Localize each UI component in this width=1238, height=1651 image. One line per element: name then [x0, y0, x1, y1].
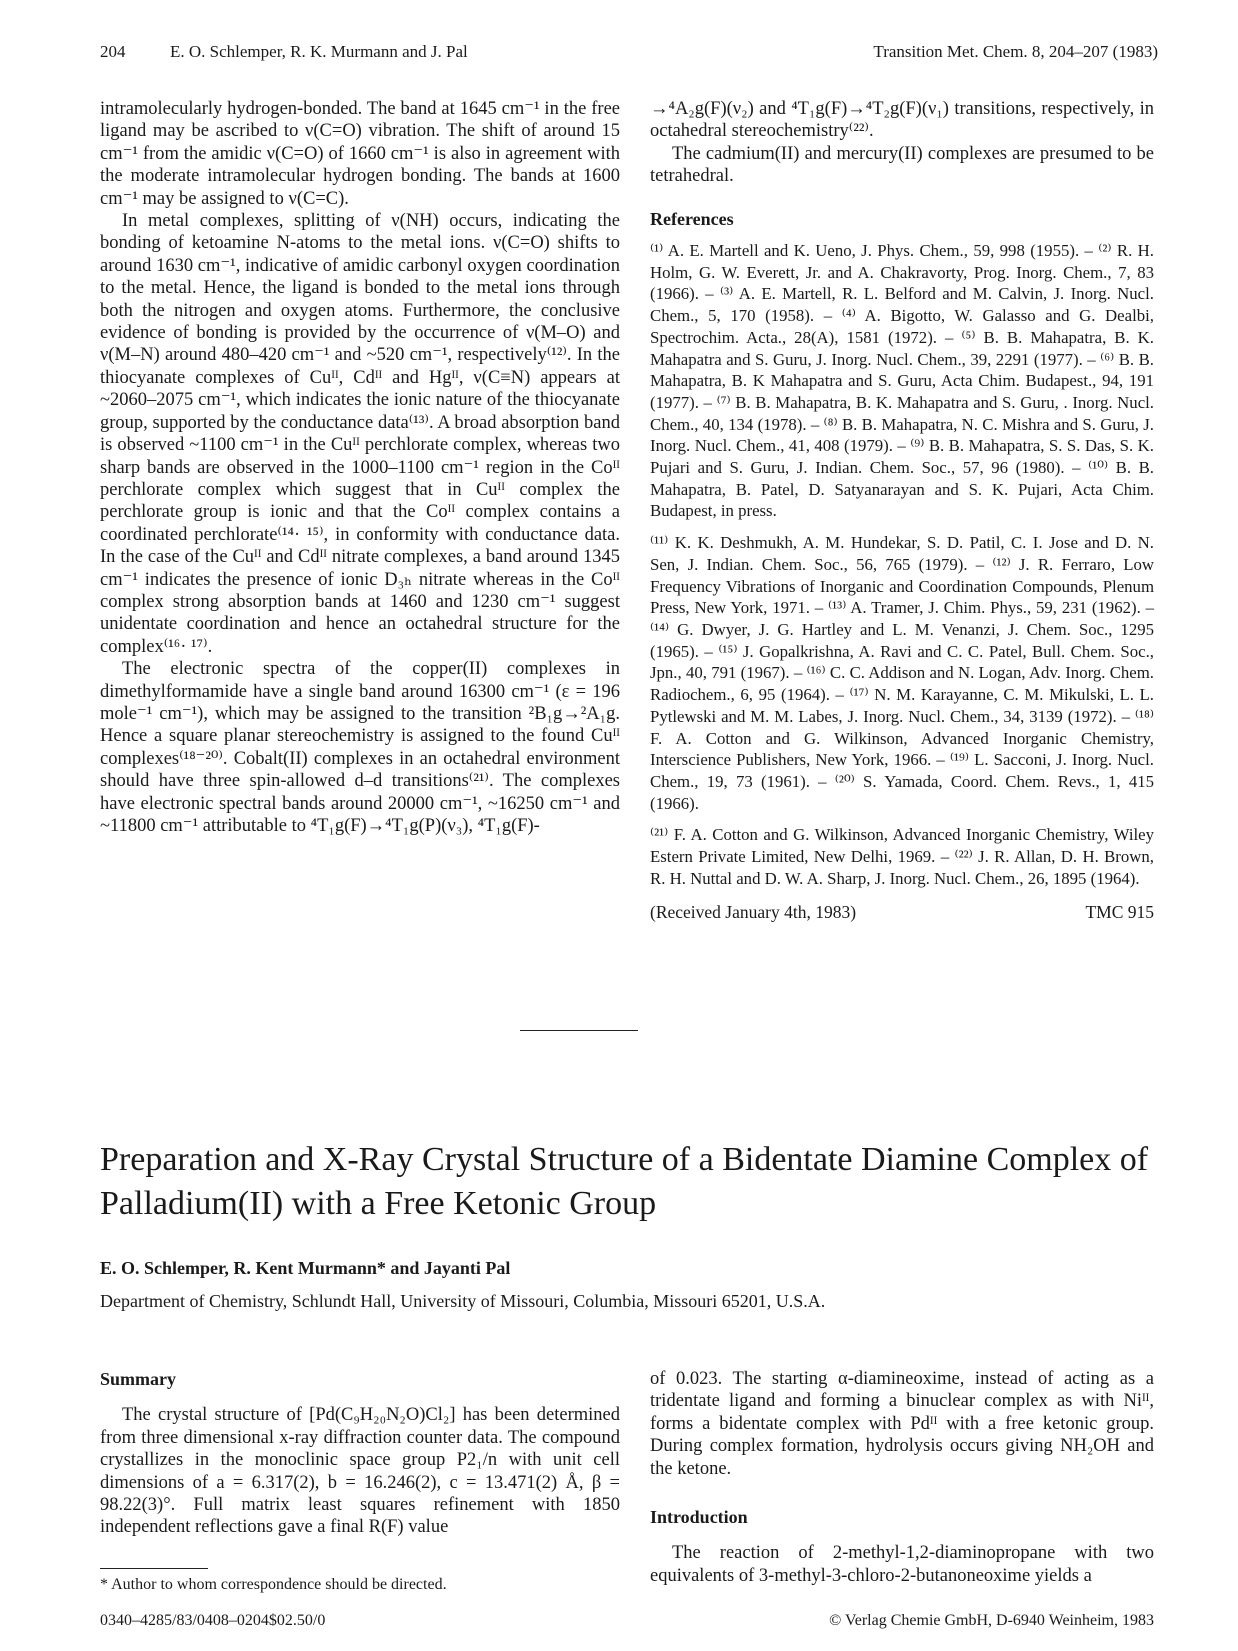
references-list	[650, 240, 1154, 889]
summary-right-column	[650, 1368, 1154, 1587]
journal-citation: Transition Met. Chem. 8, 204–207 (1983)	[873, 42, 1158, 61]
issn-code: 0340–4285/83/0408–0204$02.50/0	[100, 1612, 326, 1629]
body-paragraph: intramolecularly hydrogen-bonded. The band at 1645 cm⁻¹ in the free ligand may be ascribed to ν(C=O) vibration. The shift of around 15 cm⁻¹ from the amidic ν(C=O) of 1660 cm⁻¹ is also in agreement with the moderate intramolecular hydrogen bonding. The bands at 1600 cm⁻¹ may be assigned to ν(C=C).	[100, 99, 620, 209]
article-title: Preparation and X-Ray Crystal Structure of a Bidentate Diamine Complex of Palladium(II) with a Free Ketonic Group	[100, 1141, 1149, 1222]
body-paragraph: →⁴A₂g(F)(ν₂) and ⁴T₁g(F)→⁴T₂g(F)(ν₁) transitions, respectively, in octahedral stereochemistry⁽²²⁾.	[650, 99, 1154, 142]
received-date: (Received January 4th, 1983)	[650, 902, 857, 923]
summary-paragraph-continued: of 0.023. The starting α-diamineoxime, instead of acting as a tridentate ligand and forming a binuclear complex as with Niᴵᴵ, forms a bidentate complex with Pdᴵᴵ with a free ketonic group. During complex formation, hydrolysis occurs giving NH₂OH and the ketone.	[650, 1369, 1154, 1479]
received-line	[650, 901, 1154, 925]
running-header-authors: E. O. Schlemper, R. K. Murmann and J. Pal	[170, 42, 468, 61]
references-heading: References	[650, 208, 734, 229]
right-column-previous-article	[650, 98, 1154, 925]
introduction-paragraph: The reaction of 2-methyl-1,2-diaminopropane with two equivalents of 3-methyl-3-chloro-2-butanoneoxime yields a	[650, 1543, 1154, 1586]
footnote: * Author to whom correspondence should be directed.	[100, 1576, 447, 1593]
reference-block: ⁽²¹⁾ F. A. Cotton and G. Wilkinson, Advanced Inorganic Chemistry, Wiley Estern Private Limited, New Delhi, 1969. – ⁽²²⁾ J. R. Allan, D. H. Brown, R. H. Nuttal and D. W. A. Sharp, J. Inorg. Nucl. Chem., 26, 1895 (1964).	[650, 825, 1154, 888]
article-affiliation: Department of Chemistry, Schlundt Hall, University of Missouri, Columbia, Missouri 65201, U.S.A.	[100, 1291, 826, 1311]
body-paragraph: In metal complexes, splitting of ν(NH) occurs, indicating the bonding of ketoamine N-atoms to the metal ions. ν(C=O) shifts to around 1630 cm⁻¹, indicative of amidic carbonyl oxygen coordination to the metal. Hence, the ligand is bonded to the metal ions through both the nitrogen and oxygen atoms. Furthermore, the conclusive evidence of bonding is provided by the occurrence of ν(M–O) and ν(M–N) around 480–420 cm⁻¹ and ~520 cm⁻¹, respectively⁽¹²⁾. In the thiocyanate complexes of Cuᴵᴵ, Cdᴵᴵ and Hgᴵᴵ, ν(C≡N) appears at ~2060–2075 cm⁻¹, which indicates the ionic nature of the thiocyanate group, supported by the conductance data⁽¹³⁾. A broad absorption band is observed ~1100 cm⁻¹ in the Cuᴵᴵ perchlorate complex, whereas two sharp bands are observed in the 1000–1100 cm⁻¹ region in the Coᴵᴵ perchlorate complex which suggest that in Cuᴵᴵ complex the perchlorate group is ionic and that the Coᴵᴵ complex contains a coordinated perchlorate⁽¹⁴· ¹⁵⁾, in conformity with conductance data. In the case of the Cuᴵᴵ and Cdᴵᴵ nitrate complexes, a band around 1345 cm⁻¹ indicates the presence of ionic D₃ₕ nitrate whereas in the Coᴵᴵ complex strong absorption bands at 1460 and 1230 cm⁻¹ suggest unidentate coordination and hence an octahedral structure for the complex⁽¹⁶· ¹⁷⁾.	[100, 211, 620, 657]
copyright-line: © Verlag Chemie GmbH, D-6940 Weinheim, 1983	[829, 1612, 1154, 1629]
article-authors: E. O. Schlemper, R. Kent Murmann* and Jayanti Pal	[100, 1258, 511, 1278]
reference-block: ⁽¹¹⁾ K. K. Deshmukh, A. M. Hundekar, S. D. Patil, C. I. Jose and D. N. Sen, J. Indian. Chem. Soc., 56, 765 (1979). – ⁽¹²⁾ J. R. Ferraro, Low Frequency Vibrations of Inorganic and Coordination Compounds, Plenum Press, New York, 1971. – ⁽¹³⁾ A. Tramer, J. Chim. Phys., 59, 231 (1962). – ⁽¹⁴⁾ G. Dwyer, J. G. Hartley and L. M. Venanzi, J. Chem. Soc., 1295 (1965). – ⁽¹⁵⁾ J. Gopalkrishna, A. Ravi and C. C. Patel, Bull. Chem. Soc., Jpn., 40, 791 (1967). – ⁽¹⁶⁾ C. C. Addison and N. Logan, Adv. Inorg. Chem. Radiochem., 6, 95 (1964). – ⁽¹⁷⁾ N. M. Karayanne, C. M. Mikulski, L. L. Pytlewski and M. M. Labes, J. Inorg. Nucl. Chem., 34, 3139 (1972). – ⁽¹⁸⁾ F. A. Cotton and G. Wilkinson, Advanced Inorganic Chemistry, Interscience Publishers, New York, 1966. – ⁽¹⁹⁾ L. Sacconi, J. Inorg. Nucl. Chem., 19, 73 (1961). – ⁽²⁰⁾ S. Yamada, Coord. Chem. Revs., 1, 415 (1966).	[650, 533, 1154, 813]
body-paragraph: The cadmium(II) and mercury(II) complexes are presumed to be tetrahedral.	[650, 143, 1154, 187]
summary-left-column	[100, 1368, 620, 1539]
summary-paragraph: The crystal structure of [Pd(C₉H₂₀N₂O)Cl₂] has been determined from three dimensional x-ray diffraction counter data. The compound crystallizes in the monoclinic space group P2₁/n with unit cell dimensions of a = 6.317(2), b = 16.246(2), c = 13.471(2) Å, β = 98.22(3)°. Full matrix least squares refinement with 1850 independent reflections gave a final R(F) value	[100, 1405, 620, 1538]
article-separator-rule	[520, 1030, 638, 1031]
page-number: 204	[100, 42, 126, 61]
reference-block: ⁽¹⁾ A. E. Martell and K. Ueno, J. Phys. Chem., 59, 998 (1955). – ⁽²⁾ R. H. Holm, G. W. Everett, Jr. and A. Chakravorty, Prog. Inorg. Chem., 7, 83 (1966). – ⁽³⁾ A. E. Martell, R. L. Belford and M. Calvin, J. Inorg. Nucl. Chem., 5, 170 (1958). – ⁽⁴⁾ A. Bigotto, W. Galasso and G. Dealbi, Spectrochim. Acta., 28(A), 1581 (1972). – ⁽⁵⁾ B. B. Mahapatra, B. K. Mahapatra and S. Guru, J. Inorg. Nucl. Chem., 39, 2291 (1977). – ⁽⁶⁾ B. B. Mahapatra, B. K Mahapatra and S. Guru, Acta Chim. Budapest., 94, 191 (1977). – ⁽⁷⁾ B. B. Mahapatra, B. K. Mahapatra and S. Guru, . Inorg. Nucl. Chem., 40, 134 (1978). – ⁽⁸⁾ B. B. Mahapatra, N. C. Mishra and S. Guru, J. Inorg. Nucl. Chem., 41, 408 (1979). – ⁽⁹⁾ B. B. Mahapatra, S. S. Das, S. K. Pujari and S. Guru, J. Indian. Chem. Soc., 57, 96 (1980). – ⁽¹⁰⁾ B. B. Mahapatra, B. Patel, D. Satyanarayan and S. K. Pujari, Acta Chim. Budapest, in press.	[650, 241, 1154, 521]
footnote-rule	[100, 1568, 208, 1569]
left-column-previous-article	[100, 98, 620, 837]
body-paragraph: The electronic spectra of the copper(II) complexes in dimethylformamide have a single band around 16300 cm⁻¹ (ε = 196 mole⁻¹ cm⁻¹), which may be assigned to the transition ²B₁g→²A₁g. Hence a square planar stereochemistry is assigned to the found Cuᴵᴵ complexes⁽¹⁸⁻²⁰⁾. Cobalt(II) complexes in an octahedral environment should have three spin-allowed d–d transitions⁽²¹⁾. The complexes have electronic spectral bands around 20000 cm⁻¹, ~16250 cm⁻¹ and ~11800 cm⁻¹ attributable to ⁴T₁g(F)→⁴T₁g(P)(ν₃), ⁴T₁g(F)-	[100, 659, 620, 836]
summary-heading: Summary	[100, 1369, 176, 1389]
tmc-code: TMC 915	[1085, 902, 1154, 923]
introduction-heading: Introduction	[650, 1507, 748, 1528]
running-header	[100, 42, 1158, 68]
